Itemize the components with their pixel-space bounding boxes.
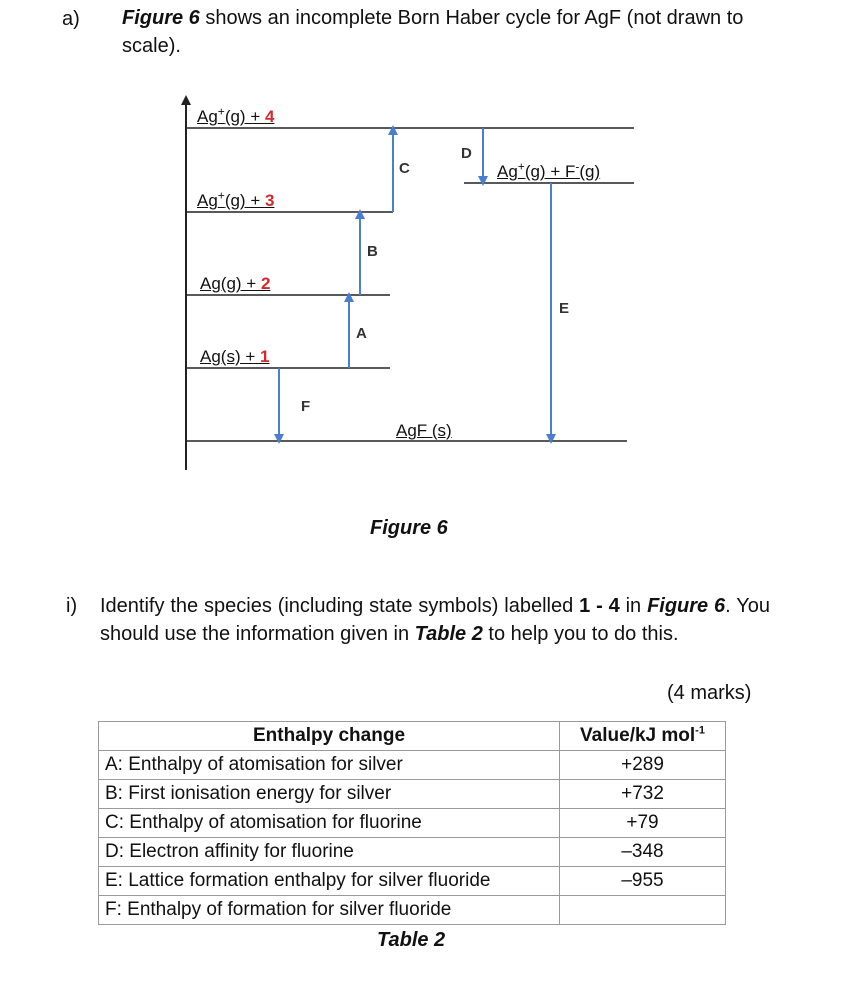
- marks: (4 marks): [667, 682, 752, 704]
- table-row: [99, 896, 726, 925]
- row-value: –955: [560, 867, 726, 896]
- table-row: [99, 751, 726, 780]
- row-value: [560, 896, 726, 925]
- intro-text: shows an incomplete Born Haber cycle for AgF (not drawn to scale).: [122, 7, 744, 57]
- row-value: +289: [560, 751, 726, 780]
- row-change: D: Electron affinity for fluorine: [99, 838, 560, 867]
- enthalpy-table: [98, 721, 726, 925]
- table-row: [99, 838, 726, 867]
- part-label: a): [62, 8, 80, 30]
- header-value: Value/kJ mol$^{-1}$: [560, 722, 726, 751]
- arrow-label-f: F: [301, 398, 311, 415]
- table-caption: Table 2: [377, 929, 446, 951]
- arrow-label-d: D: [461, 145, 472, 162]
- level-label-product: AgF (s): [396, 421, 452, 440]
- row-change: A: Enthalpy of atomisation for silver: [99, 751, 560, 780]
- level-label-4: Ag+(g) + 4: [197, 104, 275, 126]
- table-row: [99, 780, 726, 809]
- row-change: E: Lattice formation enthalpy for silver fluoride: [99, 867, 560, 896]
- level-label-ions: Ag+(g) + F-(g): [497, 159, 601, 181]
- level-label-2: Ag(g) + 2: [200, 274, 271, 293]
- sub-question-text: Identify the species (including state symbols) labelled 1 - 4 in Figure 6. You should use the information given in Table 2 to help you to do this.: [100, 595, 770, 645]
- header-enthalpy-change: Enthalpy change: [99, 722, 560, 751]
- row-change: B: First ionisation energy for silver: [99, 780, 560, 809]
- arrow-label-b: B: [367, 243, 378, 260]
- table-row: [99, 809, 726, 838]
- row-value: +79: [560, 809, 726, 838]
- row-change: C: Enthalpy of atomisation for fluorine: [99, 809, 560, 838]
- figure-caption: Figure 6: [370, 517, 448, 539]
- arrow-label-c: C: [399, 160, 410, 177]
- level-label-3: Ag+(g) + 3: [197, 188, 275, 210]
- table-row: [99, 867, 726, 896]
- row-value: –348: [560, 838, 726, 867]
- row-value: +732: [560, 780, 726, 809]
- arrow-label-a: A: [356, 325, 367, 342]
- arrow-label-e: E: [559, 300, 570, 317]
- sub-question-label: i): [66, 595, 78, 617]
- intro-figure-ref: Figure 6: [122, 7, 200, 29]
- level-label-1: Ag(s) + 1: [200, 347, 270, 366]
- table-header-row: [99, 722, 726, 751]
- row-change: F: Enthalpy of formation for silver fluoride: [99, 896, 560, 925]
